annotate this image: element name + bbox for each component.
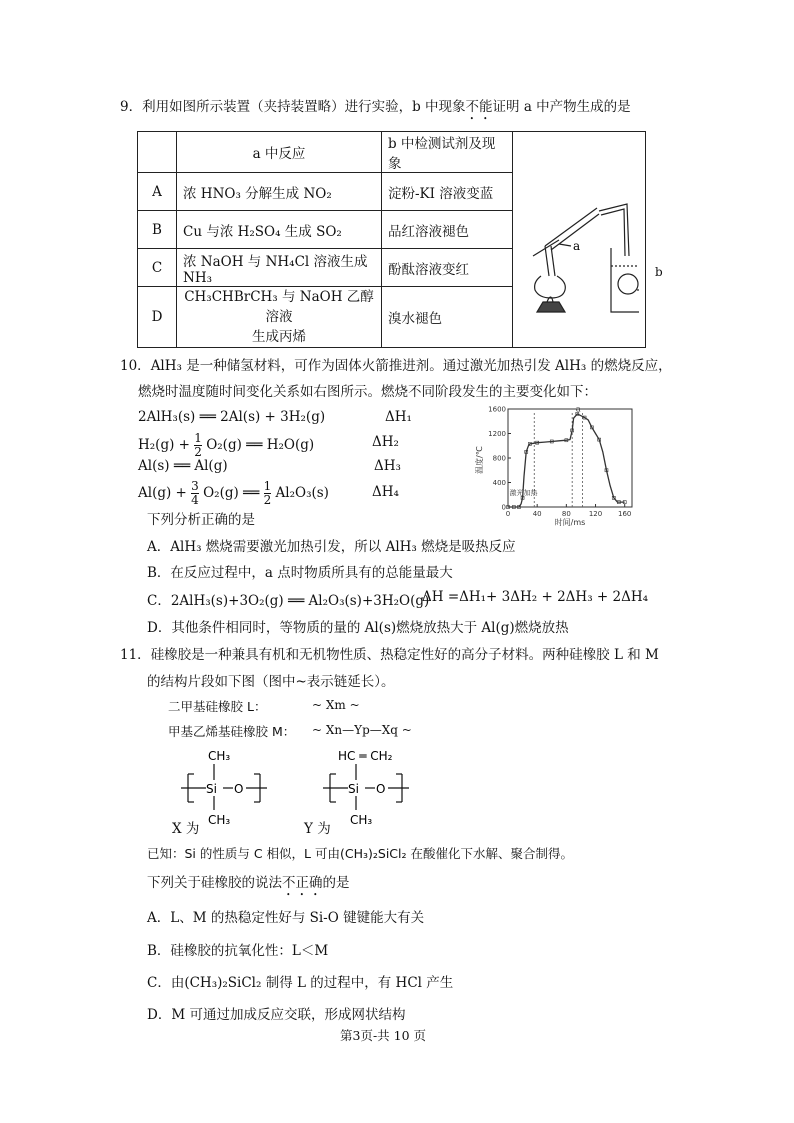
row-a-reaction: 浓 HNO₃ 分解生成 NO₂ bbox=[177, 173, 382, 211]
apparatus-cell bbox=[513, 132, 646, 348]
burner bbox=[537, 302, 565, 312]
fraction-den: 4 bbox=[191, 493, 199, 507]
y-axis-label: 温度/℃ bbox=[475, 446, 484, 474]
q9-stem bbox=[120, 95, 631, 123]
q10-option-a: A．AlH₃ 燃烧需要激光加热引发，所以 AlH₃ 燃烧是吸热反应 bbox=[147, 539, 516, 555]
flask-body bbox=[535, 276, 566, 298]
y-vinyl: HC ═ CH₂ bbox=[338, 749, 393, 763]
y-label: Y 为 bbox=[304, 821, 331, 837]
eq4-left: Al(g) + bbox=[138, 485, 187, 501]
header-blank bbox=[138, 132, 177, 173]
q9-stem-pre: 利用如图所示装置（夹持装置略）进行实验，b 中现象 bbox=[142, 99, 466, 115]
row-option: C bbox=[138, 249, 177, 287]
L-label: 二甲基硅橡胶 L： bbox=[168, 699, 267, 714]
y-tick-label: 1200 bbox=[488, 430, 506, 438]
y-tick-label: 800 bbox=[492, 454, 506, 463]
label-b: b bbox=[655, 265, 663, 279]
x-si: Si bbox=[206, 782, 217, 796]
q11-stem-line2: 的结构片段如下图（图中~表示链延长）。 bbox=[147, 674, 395, 690]
header-b-test: b 中检测试剂及现象 bbox=[382, 132, 513, 173]
fraction bbox=[194, 432, 202, 459]
table-header-row bbox=[138, 132, 646, 173]
row-b-phenomenon: 品红溶液褪色 bbox=[382, 211, 513, 249]
row-option: B bbox=[138, 211, 177, 249]
x-ch3-top: CH₃ bbox=[208, 749, 231, 763]
q10-option-c: C．2AlH₃(s)+3O₂(g) ══ Al₂O₃(s)+3H₂O(g) bbox=[147, 593, 430, 609]
eq4 bbox=[138, 480, 329, 507]
row-option: D bbox=[138, 287, 177, 348]
eq2 bbox=[138, 432, 314, 459]
eq1: 2AlH₃(s) ══ 2Al(s) + 3H₂(g) bbox=[138, 409, 326, 425]
q10-stem1: AlH₃ 是一种储氢材料，可作为固体火箭推进剂。通过激光加热引发 AlH₃ 的燃烧反应， bbox=[150, 358, 672, 374]
q11-option-b: B．硅橡胶的抗氧化性：L＜M bbox=[147, 943, 329, 959]
q10-stem-line1 bbox=[120, 354, 672, 374]
fraction-num: 1 bbox=[194, 431, 202, 445]
x-o: O bbox=[234, 782, 244, 796]
q11-option-c: C．由(CH₃)₂SiCl₂ 制得 L 的过程中，有 HCl 产生 bbox=[147, 975, 454, 991]
temperature-time-chart bbox=[470, 403, 640, 528]
header-a-reaction: a 中反应 bbox=[177, 132, 382, 173]
x-label: X 为 bbox=[172, 821, 200, 837]
q9-number: 9． bbox=[120, 99, 143, 115]
q11-number: 11． bbox=[120, 647, 151, 663]
L-formula: ~ Xm ~ bbox=[312, 698, 360, 712]
y-tick-label: 0 bbox=[501, 503, 506, 512]
q11-stem1: 硅橡胶是一种兼具有机和无机物性质、热稳定性好的高分子材料。两种硅橡胶 L 和 M bbox=[150, 647, 659, 663]
x-tick-label: 160 bbox=[618, 510, 632, 518]
q11-ask-post: 的是 bbox=[322, 875, 350, 891]
page-footer: 第3页-共 10 页 bbox=[340, 1028, 427, 1043]
x-tick-label: 40 bbox=[532, 510, 542, 518]
point-a-label: a bbox=[575, 404, 581, 414]
eq3-dh: ΔH₃ bbox=[374, 458, 401, 474]
eq4-right: Al₂O₃(s) bbox=[275, 485, 329, 501]
fraction-num: 1 bbox=[263, 479, 272, 493]
row-b-phenomenon: 酚酞溶液变红 bbox=[382, 249, 513, 287]
q10-option-b: B．在反应过程中，a 点时物质所具有的总能量最大 bbox=[147, 565, 453, 581]
row-a-line2: 生成丙烯 bbox=[252, 329, 306, 345]
q9-stem-emphasis: 不能 bbox=[465, 99, 493, 115]
x-ch3-bottom: CH₃ bbox=[208, 813, 231, 827]
q10-number: 10． bbox=[120, 358, 151, 374]
q11-known: 已知：Si 的性质与 C 相似，L 可由(CH₃)₂SiCl₂ 在酸催化下水解、聚合制得。 bbox=[147, 846, 573, 861]
fraction-den: 2 bbox=[194, 445, 202, 459]
laser-annotation: 激光加热 bbox=[509, 488, 538, 497]
row-a-reaction: 浓 NaOH 与 NH₄Cl 溶液生成 NH₃ bbox=[177, 249, 382, 287]
eq2-left: H₂(g) + bbox=[138, 437, 190, 453]
eq4-dh: ΔH₄ bbox=[372, 484, 399, 500]
y-tick-label: 400 bbox=[492, 479, 506, 487]
row-a-reaction: Cu 与浓 H₂SO₄ 生成 SO₂ bbox=[177, 211, 382, 249]
eq1-dh: ΔH₁ bbox=[385, 409, 412, 425]
row-b-phenomenon: 溴水褪色 bbox=[382, 287, 513, 348]
q9-table bbox=[137, 131, 646, 348]
x-tick-label: 0 bbox=[505, 510, 511, 518]
y-o: O bbox=[376, 782, 386, 796]
y-tick-label: 1600 bbox=[488, 405, 506, 414]
x-tick-label: 120 bbox=[588, 510, 603, 518]
fraction-num: 3 bbox=[191, 479, 199, 493]
M-label: 甲基乙烯基硅橡胶 M： bbox=[168, 724, 296, 739]
q10-ask: 下列分析正确的是 bbox=[147, 512, 255, 528]
structure-y bbox=[320, 748, 430, 833]
eq2-right: O₂(g) ══ H₂O(g) bbox=[206, 437, 315, 453]
x-tick-label: 80 bbox=[561, 510, 571, 518]
q11-stem-line1 bbox=[120, 643, 659, 663]
row-b-phenomenon: 淀粉-KI 溶液变蓝 bbox=[382, 173, 513, 211]
q10-stem-line2: 燃烧时温度随时间变化关系如右图所示。燃烧不同阶段发生的主要变化如下： bbox=[138, 384, 597, 400]
q11-ask-emphasis: 不正确 bbox=[282, 875, 323, 891]
y-si: Si bbox=[348, 782, 359, 796]
fraction bbox=[264, 480, 272, 507]
q11-ask bbox=[147, 871, 350, 899]
row-a-line1: CH₃CHBrCH₃ 与 NaOH 乙醇溶液 bbox=[184, 289, 374, 325]
q10-option-c-dh: ΔH =ΔH₁+ 3ΔH₂ + 2ΔH₃ + 2ΔH₄ bbox=[422, 589, 649, 605]
q11-option-a: A．L、M 的热稳定性好与 Si-O 键键能大有关 bbox=[147, 910, 425, 926]
q11-option-d: D．M 可通过加成反应交联，形成网状结构 bbox=[147, 1007, 406, 1023]
x-axis-label: 时间/ms bbox=[554, 518, 586, 527]
q10-option-d: D．其他条件相同时，等物质的量的 Al(s)燃烧放热大于 Al(g)燃烧放热 bbox=[147, 620, 569, 636]
label-a: a bbox=[573, 238, 581, 253]
M-formula: ~ Xn—Yp—Xq ~ bbox=[312, 723, 412, 737]
y-ch3-bottom: CH₃ bbox=[350, 813, 373, 827]
q11-ask-pre: 下列关于硅橡胶的说法 bbox=[147, 875, 282, 891]
eq3: Al(s) ══ Al(g) bbox=[138, 458, 228, 474]
apparatus-diagram bbox=[519, 136, 639, 340]
fraction bbox=[191, 480, 199, 507]
eq4-mid: O₂(g) ══ bbox=[203, 485, 260, 501]
row-a-reaction bbox=[177, 287, 382, 348]
row-option: A bbox=[138, 173, 177, 211]
eq2-dh: ΔH₂ bbox=[372, 434, 399, 450]
q9-stem-post: 证明 a 中产物生成的是 bbox=[492, 99, 631, 115]
fraction-den: 2 bbox=[263, 493, 272, 507]
